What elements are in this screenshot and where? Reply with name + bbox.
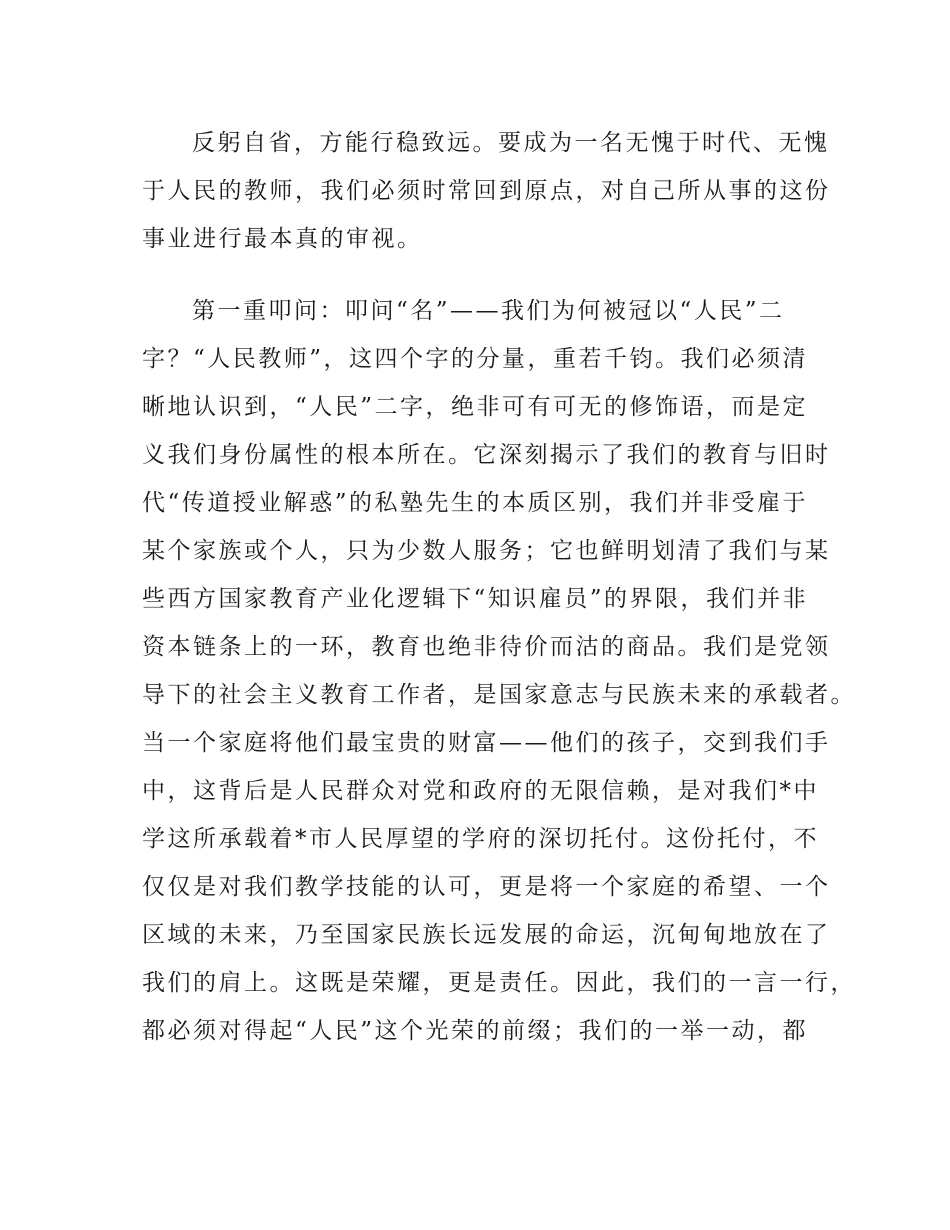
paragraph-2-line-13: 仅仅是对我们教学技能的认可，更是将一个家庭的希望、一个 [142, 874, 831, 900]
paragraph-1-line-2: 于人民的教师，我们必须时常回到原点，对自己所从事的这份 [142, 178, 831, 204]
paragraph-2-line-9: 导下的社会主义教育工作者，是国家意志与民族未来的承载者。 [142, 682, 856, 708]
paragraph-2-line-14: 区域的未来，乃至国家民族长远发展的命运，沉甸甸地放在了 [142, 922, 831, 948]
paragraph-2-line-5: 代“传道授业解惑”的私塾先生的本质区别，我们并非受雇于 [142, 490, 809, 516]
paragraph-2-line-8: 资本链条上的一环，教育也绝非待价而沽的商品。我们是党领 [142, 634, 831, 660]
paragraph-1-line-1: 反躬自省，方能行稳致远。要成为一名无愧于时代、无愧 [192, 130, 830, 156]
paragraph-2-line-3: 晰地认识到，“人民”二字，绝非可有可无的修饰语，而是定 [142, 394, 809, 420]
paragraph-2-line-12: 学这所承载着*市人民厚望的学府的深切托付。这份托付，不 [142, 826, 819, 852]
paragraph-2-line-4: 义我们身份属性的根本所在。它深刻揭示了我们的教育与旧时 [142, 442, 831, 468]
paragraph-2-line-15: 我们的肩上。这既是荣耀，更是责任。因此，我们的一言一行， [142, 970, 856, 996]
paragraph-1-line-3: 事业进行最本真的审视。 [142, 226, 423, 252]
paragraph-2-line-10: 当一个家庭将他们最宝贵的财富——他们的孩子，交到我们手 [142, 730, 831, 756]
paragraph-2-line-1: 第一重叩问：叩问“名”——我们为何被冠以“人民”二 [192, 298, 785, 324]
paragraph-2-line-11: 中，这背后是人民群众对党和政府的无限信赖，是对我们*中 [142, 778, 819, 804]
paragraph-2-line-2: 字？“人民教师”，这四个字的分量，重若千钧。我们必须清 [142, 346, 809, 372]
paragraph-2-line-6: 某个家族或个人，只为少数人服务；它也鲜明划清了我们与某 [142, 538, 831, 564]
paragraph-2-line-7: 些西方国家教育产业化逻辑下“知识雇员”的界限，我们并非 [142, 586, 809, 612]
paragraph-2-line-16: 都必须对得起“人民”这个光荣的前缀；我们的一举一动，都 [142, 1018, 809, 1044]
